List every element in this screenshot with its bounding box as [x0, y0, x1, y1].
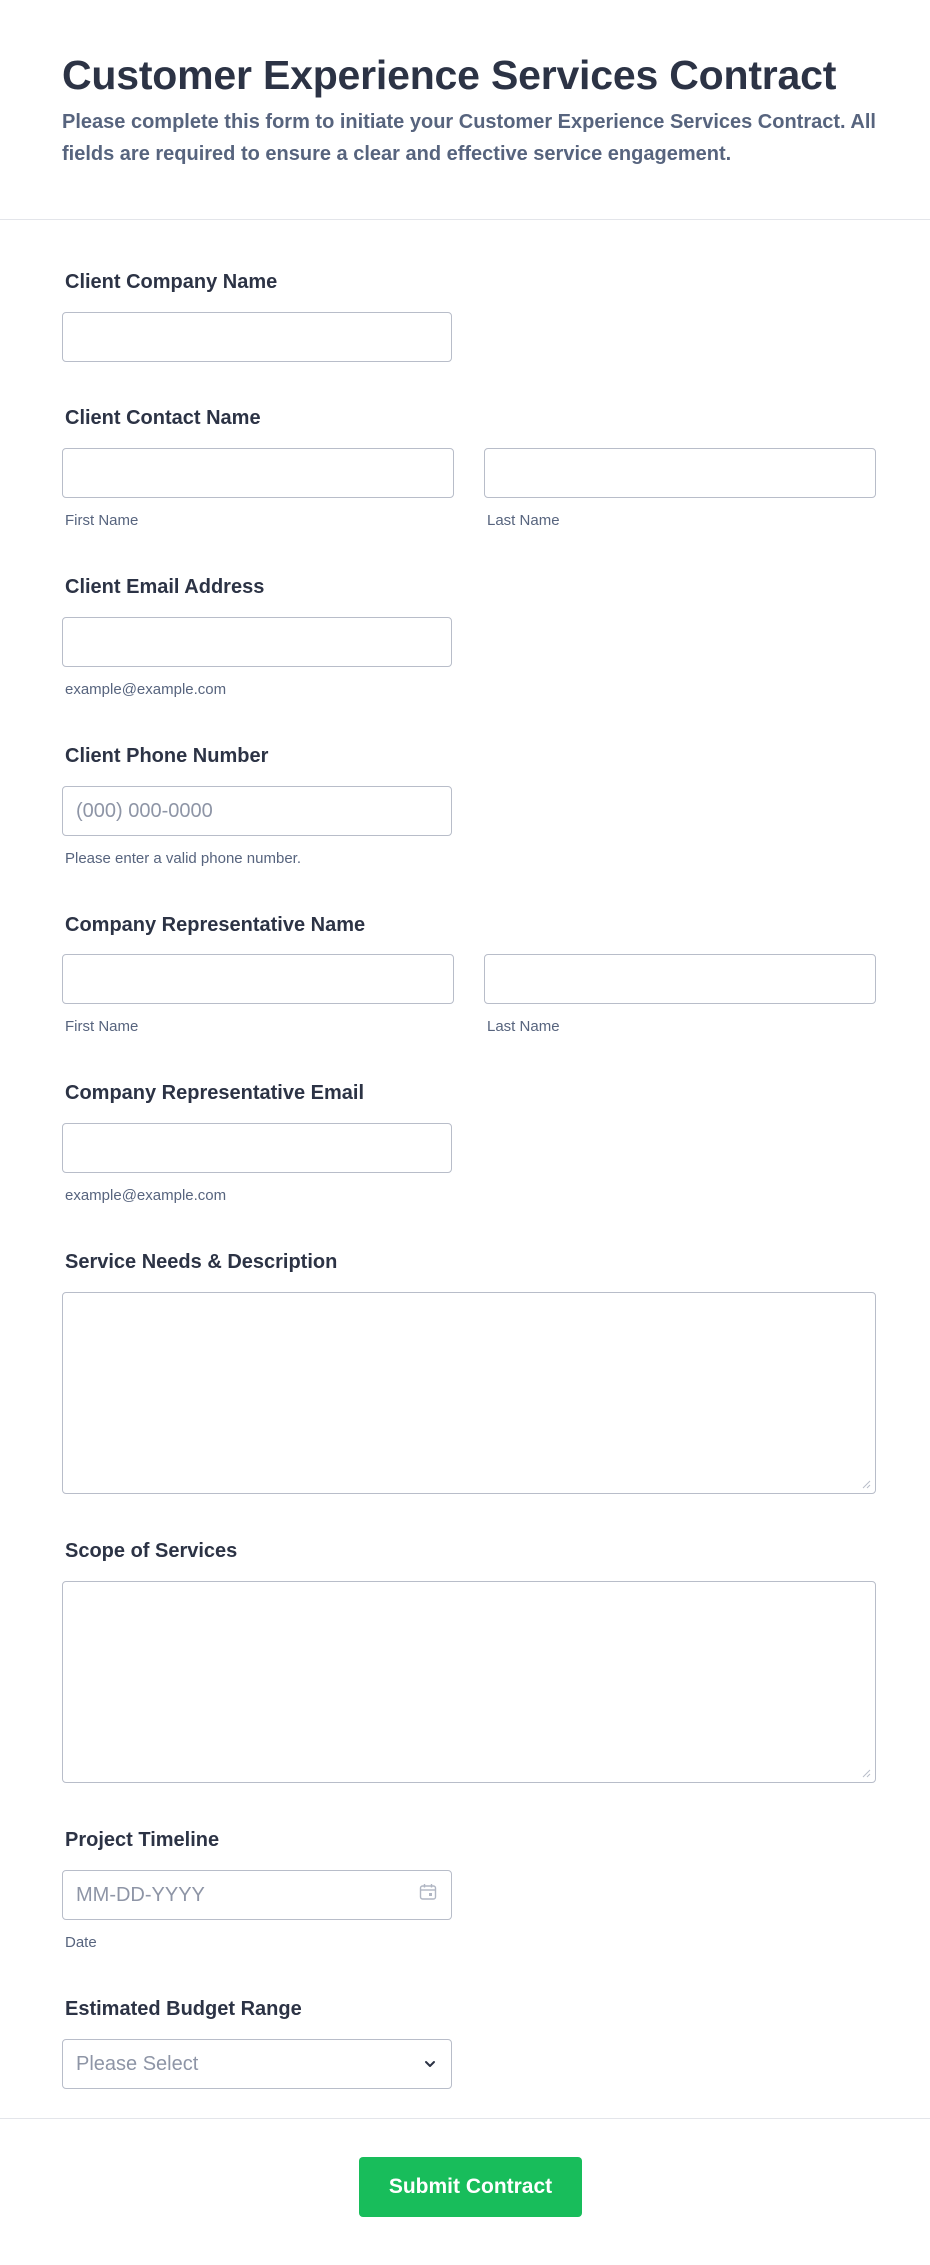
- timeline-sublabel: Date: [65, 1934, 97, 1951]
- rep-last-name-sublabel: Last Name: [487, 1018, 560, 1035]
- rep-email-sublabel: example@example.com: [65, 1187, 227, 1204]
- client-phone-input[interactable]: [62, 786, 452, 836]
- resize-grip-icon[interactable]: [861, 1768, 871, 1778]
- company-name-label: Client Company Name: [65, 271, 278, 293]
- rep-first-name-sublabel: First Name: [65, 1018, 139, 1035]
- timeline-date-input[interactable]: [62, 1870, 452, 1920]
- rep-email-input[interactable]: [62, 1123, 452, 1173]
- scope-textarea[interactable]: [62, 1581, 876, 1783]
- timeline-label: Project Timeline: [65, 1829, 220, 1851]
- client-phone-label: Client Phone Number: [65, 745, 269, 767]
- client-email-sublabel: example@example.com: [65, 681, 227, 698]
- form-subtitle: Please complete this form to initiate your Customer Experience Services Contract. All fields are required to ensure a clear and effective service engagement.: [62, 111, 876, 165]
- resize-grip-icon[interactable]: [861, 1479, 871, 1489]
- calendar-icon[interactable]: [418, 1882, 438, 1902]
- rep-name-label: Company Representative Name: [65, 914, 366, 936]
- service-needs-textarea[interactable]: [62, 1292, 876, 1494]
- budget-label: Estimated Budget Range: [65, 1998, 302, 2020]
- contact-first-name-input[interactable]: [62, 448, 454, 498]
- form-header: [0, 0, 930, 220]
- rep-email-label: Company Representative Email: [65, 1082, 364, 1104]
- chevron-down-icon: [423, 2057, 437, 2071]
- company-name-input[interactable]: [62, 312, 452, 362]
- client-phone-sublabel: Please enter a valid phone number.: [65, 850, 301, 867]
- service-needs-label: Service Needs & Description: [65, 1251, 338, 1273]
- contact-last-name-input[interactable]: [484, 448, 876, 498]
- client-email-label: Client Email Address: [65, 576, 265, 598]
- budget-select[interactable]: [62, 2039, 452, 2089]
- rep-first-name-input[interactable]: [62, 954, 454, 1004]
- client-email-input[interactable]: [62, 617, 452, 667]
- budget-select-value: Please Select: [76, 2053, 199, 2075]
- contact-last-name-sublabel: Last Name: [487, 512, 560, 529]
- contact-first-name-sublabel: First Name: [65, 512, 139, 529]
- form-title: Customer Experience Services Contract: [62, 52, 837, 98]
- scope-label: Scope of Services: [65, 1540, 238, 1562]
- rep-last-name-input[interactable]: [484, 954, 876, 1004]
- contact-name-label: Client Contact Name: [65, 407, 261, 429]
- submit-contract-button[interactable]: Submit Contract: [359, 2157, 582, 2217]
